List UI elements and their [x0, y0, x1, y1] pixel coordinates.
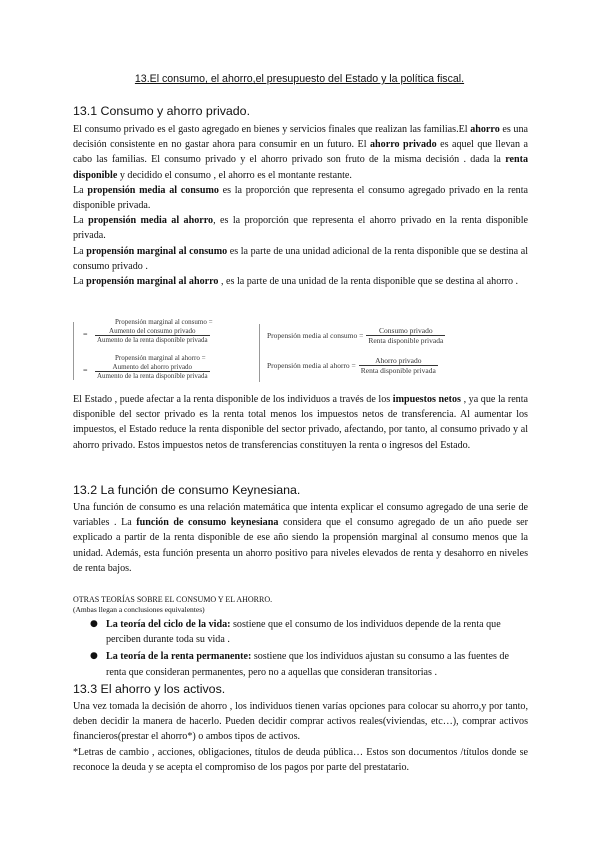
page-title: 13.El consumo, el ahorro,el presupuesto del Estado y la política fiscal.: [134, 73, 465, 85]
paragraph-pmg-consumo: [73, 244, 528, 274]
bold-term: propensión marginal al ahorro: [86, 276, 219, 287]
text: La: [73, 185, 88, 196]
otras-teorias-subtitle: (Ambas llegan a conclusiones equivalentes): [73, 605, 205, 614]
numerator: Aumento del ahorro privado: [95, 363, 210, 373]
formula-pmg-ahorro: [83, 354, 253, 381]
formula-fraction: [366, 326, 445, 345]
formula-label: Propensión media al ahorro =: [267, 361, 356, 370]
bold-term: La teoría de la renta permanente:: [106, 651, 252, 663]
bold-term: propensión marginal al consumo: [86, 246, 228, 257]
numerator: Consumo privado: [366, 326, 445, 336]
list-item: [90, 649, 530, 679]
text: es la parte de una unidad adicional de la renta disponible que se destina al consumo privado .: [73, 246, 529, 273]
bold-term: La teoría del ciclo de la vida:: [106, 619, 231, 630]
text: sostiene que los individuos ajustan su consumo a las fuentes de renta que consideran permanentes, pero no a aquellas que consideran transitorias .: [106, 651, 509, 678]
section-heading-13-2: 13.2 La función de consumo Keynesiana.: [73, 483, 301, 497]
bullet-icon: ●: [90, 619, 98, 629]
teorias-list: [90, 617, 530, 682]
text: es la proporción que representa el consumo agregado privado en la renta disponible privada.: [73, 185, 528, 212]
text: , es la proporción que representa el ahorro privado en la renta disponible privada.: [73, 215, 528, 242]
denominator: Renta disponible privada: [360, 366, 436, 375]
denominator: Aumento de la renta disponible privada: [97, 372, 208, 380]
paragraph-funcion-consumo: [73, 500, 528, 576]
text: La: [73, 276, 87, 287]
formula-image: [73, 318, 528, 388]
formula-pme-consumo: [267, 326, 445, 345]
paragraph-estado: [73, 392, 528, 453]
text: Una función de consumo es una relación matemática que intenta explicar el consumo agregado de una serie de variables . La: [73, 502, 528, 529]
text: considera que el consumo agregado de un año puede ser explicado a partir de la renta disponible de ese año siendo la propensión marginal al consumo menos que la unidad. Además, esta función presenta un ahorro positivo para niveles elevados de renta y desahorro en niveles de renta bajos.: [73, 517, 528, 574]
bullet-icon: ●: [90, 651, 98, 662]
section-heading-13-1: 13.1 Consumo y ahorro privado.: [73, 104, 251, 118]
text: La: [73, 246, 87, 257]
numerator: Ahorro privado: [359, 356, 438, 366]
bold-term: propensión media al consumo: [87, 185, 219, 196]
formula-bracket-left: [73, 322, 74, 380]
bold-term: función de consumo keynesiana: [136, 517, 279, 529]
equals-sign: =: [83, 366, 88, 376]
text: , ya que la renta disponible del sector privado es la renta total menos los impuestos netos de transferencia. Al aumentar los impuestos, el Estado reduce la renta disponible del sector privado, afectando, por tanto, al consumo privado y al ahorro privado. Estos impuestos netos de transferencias constituyen la renta o ingresos del Estado.: [73, 394, 529, 451]
numerator: Aumento del consumo privado: [95, 327, 210, 337]
paragraph-ahorro-activos: Una vez tomada la decisión de ahorro , los individuos tienen varías opciones para colocar su ahorro,y por tanto, deben decidir la manera de hacerlo. Pueden decidir comprar activos reales(viviendas, etc…), comprar activos financieros(prestar el ahorro*) o ambos tipos de activos.: [73, 701, 528, 743]
bold-term: impuestos netos: [392, 394, 461, 405]
text: La: [73, 215, 89, 226]
formula-label: Propensión media al consumo =: [267, 331, 364, 340]
paragraph-pmg-ahorro: [73, 274, 528, 289]
text: , es la parte de una unidad de la renta disponible que se destina al ahorro .: [218, 276, 519, 287]
text: El consumo privado es el gasto agregado en bienes y servicios finales que realizan las familias.El: [73, 124, 471, 135]
formula-label: Propensión marginal al ahorro =: [115, 354, 206, 362]
text: El Estado , puede afectar a la renta disponible de los individuos a través de los: [73, 394, 393, 405]
formula-label: Propensión marginal al consumo =: [115, 318, 213, 326]
formula-divider: [259, 324, 260, 382]
paragraph-consumo-ahorro: [73, 122, 528, 183]
paragraph-pm-ahorro: [73, 213, 528, 243]
equals-sign: =: [83, 330, 88, 340]
otras-teorias-title: OTRAS TEORÍAS SOBRE EL CONSUMO Y EL AHORRO.: [73, 595, 273, 604]
bold-term: renta disponible: [73, 154, 528, 181]
denominator: Aumento de la renta disponible privada: [97, 336, 208, 344]
formula-fraction: [359, 356, 438, 375]
bold-term: ahorro privado: [370, 139, 437, 151]
section-heading-13-3: 13.3 El ahorro y los activos.: [73, 682, 226, 696]
text: es una decisión consistente en no gastar ahora para consumir en un futuro. El: [73, 124, 528, 151]
paragraph-pm-consumo: [73, 183, 528, 213]
bold-term: ahorro: [470, 124, 500, 135]
text: es aquel que llevan a cabo las familias. El consumo privado y el ahorro privado son fruto de la misma decisión . dada la: [73, 139, 528, 166]
paragraph-footnote: *Letras de cambio , acciones, obligaciones, títulos de deuda pública… Estos son documentos /títulos donde se reconoce la deuda y se acepta el compromiso de los pagos por parte del prestatario.: [73, 747, 528, 774]
formula-pme-ahorro: [267, 356, 438, 375]
text: sostiene que el consumo de los individuos depende de la renta que perciben durante toda su vida .: [106, 619, 501, 646]
list-item: [90, 617, 530, 647]
denominator: Renta disponible privada: [368, 336, 444, 345]
formula-fraction: [95, 327, 210, 345]
formula-fraction: [95, 363, 210, 381]
text: y decidido el consumo , el ahorro es el montante restante.: [117, 169, 352, 181]
formula-pmg-consumo: [83, 318, 253, 345]
bold-term: propensión media al ahorro: [88, 215, 214, 226]
